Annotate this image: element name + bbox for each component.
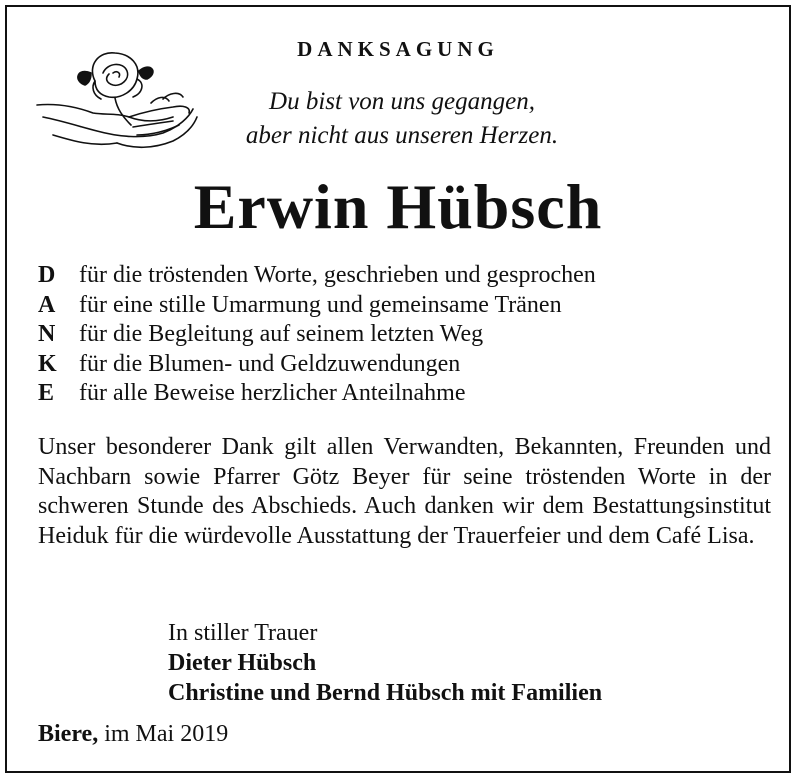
- danke-letter: E: [38, 380, 55, 406]
- deceased-name: Erwin Hübsch: [193, 171, 603, 242]
- signature-name: Dieter Hübsch: [168, 650, 317, 676]
- signature-intro: In stiller Trauer: [168, 620, 318, 646]
- danke-text: für alle Beweise herzlicher Anteilnahme: [79, 380, 466, 406]
- heading: DANKSAGUNG: [297, 37, 499, 61]
- danke-text: für die Blumen- und Geldzuwendungen: [79, 350, 461, 377]
- signature-name: Christine und Bernd Hübsch mit Familien: [168, 680, 603, 706]
- motto-line-2: aber nicht aus unseren Herzen.: [245, 122, 559, 149]
- danke-row: [38, 320, 596, 350]
- danke-row: [38, 261, 596, 291]
- danke-letter: A: [38, 291, 56, 318]
- danke-text: für die tröstenden Worte, geschrieben und gesprochen: [79, 262, 596, 288]
- place-date: [38, 721, 228, 748]
- place-town: Biere,: [38, 721, 99, 747]
- motto-line-1: Du bist von uns gegangen,: [269, 88, 535, 115]
- obituary-card: [5, 5, 791, 773]
- danke-row: [38, 350, 596, 380]
- danke-row: [38, 379, 596, 409]
- place-date-text: im Mai 2019: [104, 721, 229, 747]
- danke-acrostic: [38, 261, 596, 409]
- danke-letter: D: [38, 262, 56, 288]
- danke-letter: K: [38, 350, 57, 377]
- danke-letter: N: [38, 321, 56, 347]
- signature-block: [168, 618, 602, 708]
- danke-row: [38, 291, 596, 321]
- motto: [232, 85, 572, 153]
- thanks-paragraph: Unser besonderer Dank gilt allen Verwandten, Bekannten, Freunden und Nachbarn sowie Pfarrer Götz Beyer für seine tröstenden Worte in der schweren Stunde des Abschieds. Auch danken wir dem Bestattungsinstitut Heiduk für die würdevolle Ausstattung der Trauerfeier und dem Café Lisa.: [38, 434, 771, 549]
- danke-text: für die Begleitung auf seinem letzten Weg: [79, 321, 484, 347]
- danke-text: für eine stille Umarmung und gemeinsame Tränen: [79, 291, 562, 318]
